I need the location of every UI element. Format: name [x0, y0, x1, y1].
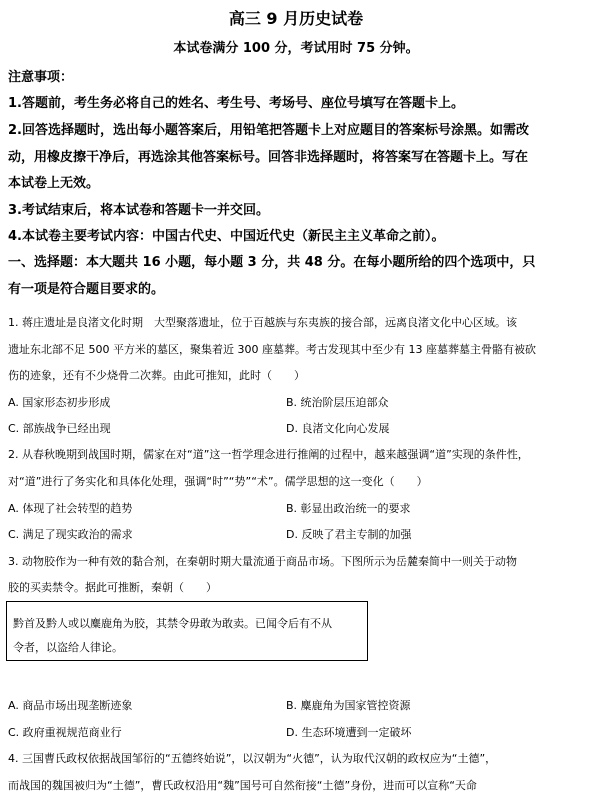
quote-line: 黔首及黔人或以麋鹿角为胶，其禁令毋敢为敢卖。已闻令后有不从	[13, 617, 332, 630]
section-heading-cont: 有一项是符合题目要求的。	[8, 282, 165, 297]
question-3-option-c[interactable]: C. 政府重视规范商业行	[8, 726, 122, 739]
question-3-option-b[interactable]: B. 麋鹿角为国家管控资源	[286, 699, 411, 712]
question-4-text: 4. 三国曹氏政权依据战国邹衍的“五德终始说”，以汉朝为“火德”，认为取代汉朝的政权应为“土德”，	[8, 752, 497, 765]
question-2-option-b[interactable]: B. 彰显出政治统一的要求	[286, 502, 411, 515]
quote-line: 令者，以盗给人律论。	[13, 641, 123, 654]
note-line: 4.本试卷主要考试内容：中国古代史、中国近代史（新民主主义革命之前）。	[8, 229, 445, 244]
note-line: 3.考试结束后，将本试卷和答题卡一并交回。	[8, 203, 269, 218]
question-2-option-c[interactable]: C. 满足了现实政治的需求	[8, 528, 133, 541]
question-2-option-a[interactable]: A. 体现了社会转型的趋势	[8, 502, 133, 515]
note-line: 动，用橡皮擦干净后，再选涂其他答案标号。回答非选择题时，将答案写在答题卡上。写在	[8, 150, 529, 165]
note-line: 1.答题前，考生务必将自己的姓名、考生号、考场号、座位号填写在答题卡上。	[8, 96, 464, 111]
note-line: 2.回答选择题时，选出每小题答案后，用铅笔把答题卡上对应题目的答案标号涂黑。如需改	[8, 123, 529, 138]
question-1-option-a[interactable]: A. 国家形态初步形成	[8, 396, 111, 409]
question-3-option-d[interactable]: D. 生态环境遭到一定破坏	[286, 726, 412, 739]
question-2-text: 对“道”进行了务实化和具体化处理，强调“时”“势”“术”。儒学思想的这一变化（ ）	[8, 475, 428, 488]
question-3-text: 胶的买卖禁令。据此可推断，秦朝（ ）	[8, 581, 217, 594]
question-2-option-d[interactable]: D. 反映了君主专制的加强	[286, 528, 412, 541]
note-line: 本试卷上无效。	[8, 176, 100, 191]
question-2-text: 2. 从春秋晚期到战国时期，儒家在对“道”这一哲学理念进行推阐的过程中，越来越强调“道”实现的条件性，	[8, 448, 529, 461]
question-1-option-d[interactable]: D. 良渚文化向心发展	[286, 422, 390, 435]
question-1-text: 1. 蒋庄遗址是良渚文化时期 大型聚落遗址，位于百越族与东夷族的接合部，远离良渚文化中心区域。该	[8, 316, 517, 329]
question-1-text: 遗址东北部不足 500 平方米的墓区，聚集着近 300 座墓葬。考古发现其中至少有 13 座墓葬墓主骨骼有被砍	[8, 343, 536, 356]
exam-title: 高三 9 月历史试卷	[228, 9, 364, 28]
question-1-text: 伤的迹象，还有不少烧骨二次葬。由此可推知，此时（ ）	[8, 369, 305, 382]
exam-subtitle: 本试卷满分 100 分，考试用时 75 分钟。	[173, 41, 419, 56]
section-heading: 一、选择题：本大题共 16 小题，每小题 3 分，共 48 分。在每小题所给的四个选项中，只	[8, 255, 536, 270]
question-1-option-c[interactable]: C. 部族战争已经出现	[8, 422, 111, 435]
question-4-text: 而战国的魏国被归为“土德”，曹氏政权沿用“魏”国号可自然衔接“土德”身份，进而可以宣称“天命	[8, 779, 477, 792]
notes-heading: 注意事项：	[8, 70, 74, 85]
question-1-option-b[interactable]: B. 统治阶层压迫部众	[286, 396, 389, 409]
question-3-quote-box	[6, 601, 368, 661]
question-3-option-a[interactable]: A. 商品市场出现垄断迹象	[8, 699, 133, 712]
question-3-text: 3. 动物胶作为一种有效的黏合剂，在秦朝时期大量流通于商品市场。下图所示为岳麓秦简中一则关于动物	[8, 555, 517, 568]
